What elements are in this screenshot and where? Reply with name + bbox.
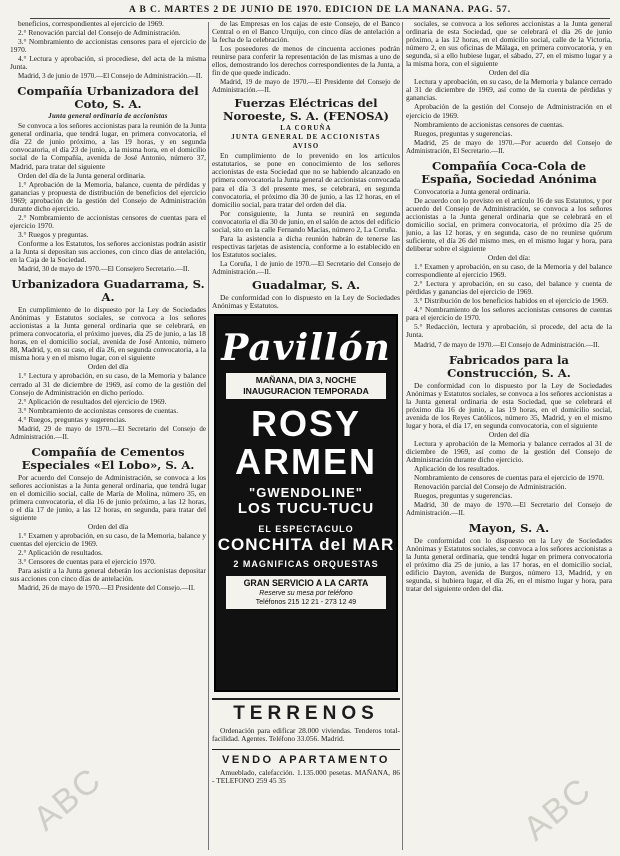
notice-body: De conformidad con lo dispuesto en la Ley de Sociedades Anónimas y Estatutos sociales, se convoca a los señores accionistas a la Junta general ordinaria, que tendrá lugar en primera convocatoria el próximo día 25 de junio, a las 17 horas, en el domicilio social, edificio Dayton, avenida de Burgos, número 13, Madrid, y en segunda, si hubiera lugar, el día 26, en el mismo lugar y hora, para tratar del siguiente orden del día. — [406, 536, 612, 594]
ad-guest: "GWENDOLINE" — [249, 485, 363, 501]
notice-body: De conformidad con lo dispuesto en la Ley de Sociedades Anónimas y Estatutos. — [212, 292, 400, 310]
notice-body: Por acuerdo del Consejo de Administración, se convoca a los señores accionistas a la Junta general ordinaria, que tendrá lugar en el domicilio social, calle de María de Molina, número 35, en primera convocatoria, el día 16 de junio próximo, a las 12 horas, o el día 17 de junio, a las 12 horas, en segunda, para tratar del siguiente Orden del día 1.° Examen y aprobación, en su caso, de la Memoria, balance y cuentas del ejercicio de 1969. 2.° Aplicación de resultados. 3.° Censores de cuentas para el ejercicio 1970. Para asistir a la Junta general deberán los accionistas depositar sus acciones con cinco días de antelación. — [10, 472, 206, 584]
classified-title: TERRENOS — [212, 698, 400, 725]
ad-orchestra: 2 MAGNIFICAS ORQUESTAS — [233, 559, 379, 570]
notice-title: Urbanizadora Guadarrama, S. A. — [11, 277, 205, 305]
classified-body: Amueblado, calefacción. 1.135.000 pesetas. MAÑANA, 86 - TELEFONO 259 45 35 — [212, 768, 400, 786]
ad-reservation: Reserve su mesa por teléfono — [259, 590, 353, 598]
ad-footer — [226, 576, 386, 609]
notice-title: Fuerzas Eléctricas del Noroeste, S. A. (FENOSA) — [222, 96, 390, 124]
notice-body: De conformidad con lo dispuesto por la Ley de Sociedades Anónimas y Estatutos sociales, se convoca a los señores accionistas a la Junta general ordinaria de esta Sociedad, que se celebrará el próximo día 16 de junio, a las 19 horas, en el domicilio social, avenida de los Reyes Católicos, número 35, Madrid, y en el mismo lugar y hora, el día 17, en segunda convocatoria, con el siguiente Orden del día Lectura y aprobación de la Memoria y balance cerrados al 31 de diciembre de 1969, así como de la gestión del Consejo de Administración durante dicho ejercicio. Aplicación de los resultados. Nombramiento de censores de cuentas para el ejercicio de 1970. Renovación parcial del Consejo de Administración. Ruegos, preguntas y sugerencias. — [406, 380, 612, 501]
watermark: ABC — [516, 770, 599, 849]
notice-title: Mayon, S. A. — [468, 521, 550, 536]
ad-company: LOS TUCU-TUCU — [237, 500, 375, 518]
notice-body: Se convoca a los señores accionistas para la reunión de la Junta general ordinaria, que tendrá lugar, en primera convocatoria, el día 22 de junio próximo, a las 19 horas, y en segunda convocatoria, el día 23 de junio, a la misma hora, en el domicilio social de la Compañía, avenida de José Antonio, número 37, Madrid, para tratar del siguiente Orden del día de la Junta general ordinaria. 1.° Aprobación de la Memoria, balance, cuenta de pérdidas y ganancias y propuesta de distribución de beneficios del ejercicio 1969; aprobación de la gestión del Consejo de Administración durante dicho ejercicio. 2.° Nombramiento de accionistas censores de cuentas para el ejercicio 1970. 3.° Ruegos y preguntas. Conforme a los Estatutos, los señores accionistas podrán asistir a la Junta si depositan sus acciones, con cinco días de antelación, en la Caja de la Sociedad. — [10, 121, 206, 265]
notice-continuation: de las Empresas en los cajas de este Consejo, de el Banco Central o en el Banco Urquijo, con cinco días de antelación a la fecha de la celebración. Los poseedores de menos de cincuenta acciones podrán reunirse para conferir la representación de las mismas a uno de ellos, demostrando los derechos correspondientes de la Junta, a fin de que quede indicado. — [212, 20, 400, 78]
ad-service: GRAN SERVICIO A LA CARTA — [243, 578, 369, 589]
column-rule — [208, 22, 209, 850]
ad-star-name: ROSY — [250, 403, 362, 445]
notice-signature: Madrid, 29 de mayo de 1970.—El Secretario del Consejo de Administración.—II. — [10, 424, 206, 441]
notice-signature: Madrid, 25 de mayo de 1970.—Por acuerdo del Consejo de Administración, El Secretario.—II. — [406, 138, 612, 155]
notice-continuation: beneficios, correspondientes al ejercicio de 1969. 2.° Renovación parcial del Consejo de Administración. 3.° Nombramiento de accionistas censores para el ejercicio de 1970. 4.° Lectura y aprobación, si procediese, del acta de la misma Junta. — [10, 20, 206, 72]
watermark: ABC — [26, 760, 109, 839]
notice-signature: Madrid, 7 de mayo de 1970.—El Consejo de Administración.—II. — [414, 340, 600, 349]
column-3 — [406, 20, 612, 854]
column-2 — [212, 20, 400, 854]
notice-signature: Madrid, 3 de junio de 1970.—El Consejo de Administración.—II. — [18, 72, 203, 81]
ad-show-label: EL ESPECTACULO — [258, 524, 354, 535]
pavillon-advertisement — [214, 314, 398, 692]
notice-signature: Madrid, 19 de mayo de 1970.—El Presidente del Consejo de Administración.—II. — [212, 78, 400, 95]
notice-subtitle: JUNTA GENERAL DE ACCIONISTAS — [231, 134, 381, 142]
notice-title: Compañía Urbanizadora del Coto, S. A. — [17, 84, 199, 112]
notice-signature: Madrid, 30 de mayo de 1970.—El Secretario del Consejo de Administración.—II. — [406, 501, 612, 518]
column-1 — [10, 20, 206, 854]
notice-city: LA CORUÑA — [280, 125, 332, 133]
column-rule — [402, 22, 403, 850]
notice-title: Guadalmar, S. A. — [251, 277, 361, 292]
notice-signature: Madrid, 30 de mayo de 1970.—El Consejero Secretario.—II. — [18, 265, 190, 274]
ad-show-name: CONCHITA del MAR — [217, 535, 395, 555]
notice-signature: La Coruña, 1 de junio de 1970.—El Secretario del Consejo de Administración.—II. — [212, 259, 400, 276]
classified-body: Ordenación para edificar 28.000 viviendas. Tenderos total-facilidad. Agentes. Teléfono 33.056. Madrid. — [212, 726, 400, 744]
ad-logo: Pavillón — [221, 327, 391, 370]
notice-body: Convocatoria a Junta general ordinaria. De acuerdo con lo previsto en el artículo 16 de sus Estatutos, y por acuerdo del Consejo de Administración, se convoca a los señores accionistas a la Junta general ordinaria que se celebrará en el domicilio social, en primera convocatoria, el próximo día 25 de junio, a las 12 horas, y en segunda, caso de no reunirse quórum suficiente, el día 26 del mismo mes, en el mismo lugar y hora, para deliberar sobre el siguiente Orden del día: 1.° Examen y aprobación, en su caso, de la Memoria y del balance correspondiente al ejercicio 1969. 2.° Lectura y aprobación, en su caso, del balance y cuenta de pérdidas y ganancias del ejercicio de 1969. 3.° Distribución de los beneficios habidos en el ejercicio de 1969. 4.° Nombramiento de los señores accionistas censores de cuentas para el ejercicio de 1970. 5.° Redacción, lectura y aprobación, si procede, del acta de la Junta. — [406, 186, 612, 340]
page-header: A B C. MARTES 2 DE JUNIO DE 1970. EDICION DE LA MAÑANA. PAG. 57. — [30, 5, 610, 19]
notice-continuation: sociales, se convoca a los señores accionistas a la Junta general ordinaria de esta Sociedad, que se celebrará el día 26 de junio próximo, a las 12 horas, en el domicilio social, calle de la Victoria, número 2, en sus oficinas de Málaga, en primera convocatoria, y en segunda, si a ello hubiese lugar, el sábado, 27, en el mismo lugar y a la misma hora, con el siguiente Orden del día Lectura y aprobación, en su caso, de la Memoria y balance cerrado al 31 de diciembre de 1969, así como de la cuenta de pérdidas y ganancias. Aprobación de la gestión del Consejo de Administración en el ejercicio de 1969. Nombramiento de accionistas censores de cuentas. Ruegos, preguntas y sugerencias. — [406, 20, 612, 138]
notice-subtitle: Junta general ordinaria de accionistas — [48, 113, 168, 121]
classified-title: VENDO APARTAMENTO — [212, 749, 400, 767]
notice-title: Compañía de Cementos Especiales «El Lobo», S. A. — [21, 444, 195, 472]
ad-star-name: ARMEN — [235, 441, 377, 483]
notice-title: Compañía Coca-Cola de España, Sociedad Anónima — [421, 158, 597, 186]
notice-title: Fabricados para la Construcción, S. A. — [447, 352, 571, 380]
notice-body: En cumplimiento de lo prevenido en los artículos estatutarios, se pone en conocimiento de los señores accionistas de esta Sociedad que no se habiendo alcanzado en primera convocatoria la Junta general de accionistas convocada para el día 3 del presente mes, se celebrará, en segunda convocatoria, el próximo día 30 de junio, a las 12 horas, en el domicilio social, para tratar del orden del día. Por consiguiente, la Junta se reunirá en segunda convocatoria el día 30 de junio, en el salón de actos del edificio social, sito en la calle Fernando Macías, número 2, La Coruña. Para la asistencia a dicha reunión habrán de tenerse las respectivas tarjetas de asistencia, conforme a lo establecido en los Estatutos sociales. — [212, 151, 400, 259]
notice-body: En cumplimiento de lo dispuesto por la Ley de Sociedades Anónimas y Estatutos sociales, se convoca a los señores accionistas a la Junta general ordinaria que se celebrará, en primera convocatoria, el próximo jueves, día 25 de junio, a las 18 horas, en el domicilio social, avenida de José Antonio, número 88, Madrid, y, en su caso, el día 26, en segunda convocatoria, a la misma hora y en el mismo lugar, con el siguiente Orden del día 1.° Lectura y aprobación, en su caso, de la Memoria y balance cerrado al 31 de diciembre de 1969, así como de la gestión del Consejo de Administración en dicho período. 2.° Aplicación de resultados del ejercicio de 1969. 3.° Nombramiento de accionistas censores de cuentas. 4.° Ruegos, preguntas y sugerencias. — [10, 305, 206, 424]
ad-phones: Teléfonos 215 12 21 - 273 12 49 — [255, 599, 357, 607]
notice-signature: Madrid, 26 de mayo de 1970.—El Presidente del Consejo.—II. — [18, 584, 195, 593]
ad-date-box: MAÑANA, DIA 3, NOCHE INAUGURACION TEMPORADA — [226, 373, 386, 399]
notice-subtitle: AVISO — [292, 143, 320, 151]
